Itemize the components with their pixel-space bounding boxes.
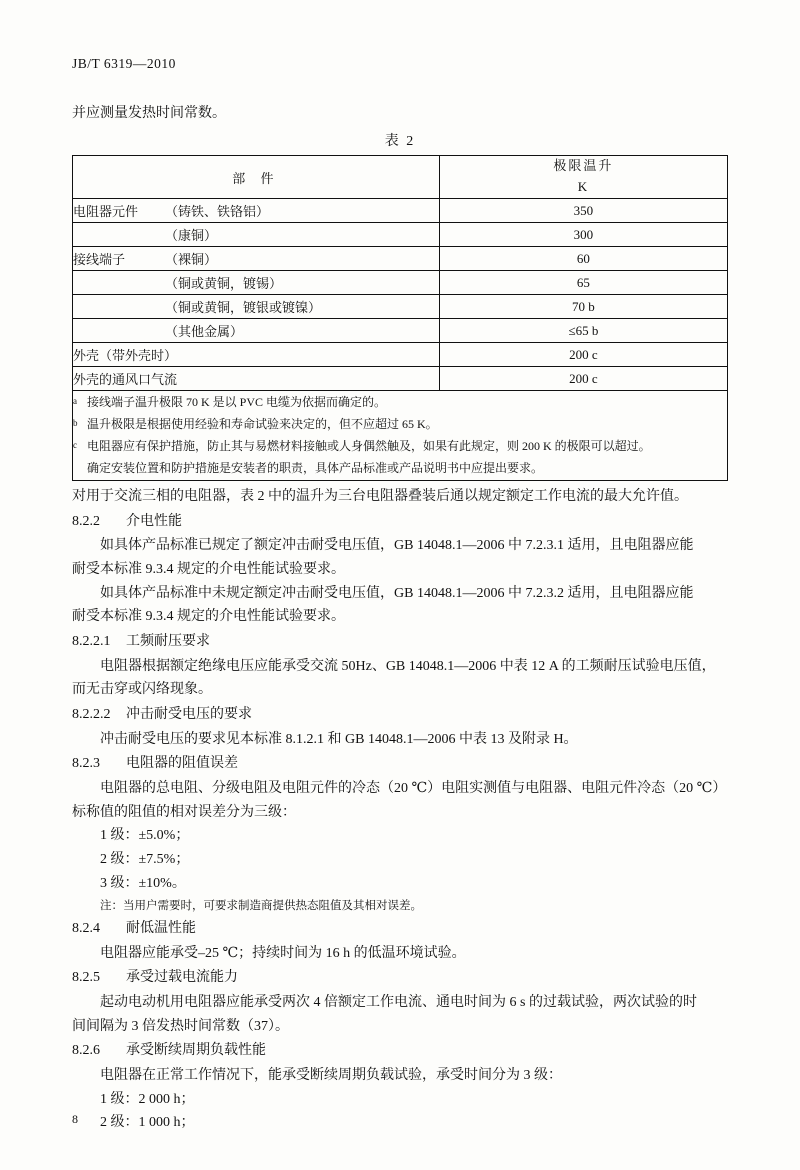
table-row: [73, 367, 728, 391]
body-text: [72, 486, 728, 1135]
row-part-detail: （裸铜）: [165, 252, 218, 267]
row-part-cell: [73, 295, 440, 319]
paragraph: 对用于交流三相的电阻器，表 2 中的温升为三台电阻器叠装后通以规定额定工作电流的最大允许值。: [72, 489, 688, 504]
row-value-cell: ≤65 b: [439, 319, 727, 343]
section-title: 承受过载电流能力: [126, 970, 238, 986]
paragraph: 间间隔为 3 倍发热时间常数（37）。: [72, 1018, 289, 1034]
paragraph: 标称值的阻值的相对误差分为三级：: [72, 804, 296, 820]
paragraph: 而无击穿或闪络现象。: [72, 682, 212, 698]
row-value-cell: 65: [439, 271, 727, 295]
section-heading: [72, 704, 728, 727]
paragraph: 电阻器的总电阻、分级电阻及电阻元件的冷态（20 ℃）电阻实测值与电阻器、电阻元件冷态（20 ℃）: [100, 781, 727, 797]
list-item: 1 级：2 000 h；: [100, 1091, 195, 1107]
section-title: 耐低温性能: [126, 921, 196, 937]
table-note: [73, 458, 727, 479]
note-text: 温升极限是根据使用经验和寿命试验来决定的，但不应超过 65 K。: [87, 417, 438, 431]
paragraph: 如具体产品标准已规定了额定冲击耐受电压值，GB 14048.1—2006 中 7.2.3.1 适用，且电阻器应能: [100, 538, 694, 554]
temperature-rise-table: [72, 155, 728, 481]
row-part-detail: （铸铁、铁铬铝）: [165, 204, 270, 219]
paragraph: 耐受本标准 9.3.4 规定的介电性能试验要求。: [72, 609, 345, 625]
note-marker: a: [73, 396, 77, 406]
page-content: [72, 56, 728, 1136]
section-heading: [72, 753, 728, 776]
note-text: 确定安装位置和防护措施是安装者的职责，具体产品标准或产品说明书中应提出要求。: [87, 461, 544, 475]
row-part-detail: （铜或黄铜，镀锡）: [165, 276, 283, 291]
row-value-cell: 60: [439, 247, 727, 271]
row-part-cell: [73, 367, 440, 391]
table-note: [73, 436, 727, 457]
row-part-cell: [73, 199, 440, 223]
header-limit-line2: K: [577, 179, 590, 194]
row-part-detail: （其他金属）: [165, 324, 244, 339]
row-part-cell: [73, 271, 440, 295]
note-marker: b: [73, 418, 78, 428]
section-title: 介电性能: [126, 513, 182, 529]
row-value-cell: 200 c: [439, 367, 727, 391]
page-number: 8: [72, 1112, 78, 1126]
section-heading: [72, 631, 728, 654]
row-part-detail: （康铜）: [165, 228, 218, 243]
row-part-name: 外壳的通风口气流: [73, 372, 178, 387]
row-part-cell: [73, 343, 440, 367]
paragraph: 电阻器应能承受–25 ℃；持续时间为 16 h 的低温环境试验。: [100, 945, 466, 961]
note-paragraph: 注：当用户需要时，可要求制造商提供热态阻值及其相对误差。: [100, 900, 422, 913]
header-cell-limit: [439, 156, 727, 199]
table-row: [73, 271, 728, 295]
note-marker: c: [73, 440, 77, 450]
paragraph: 电阻器在正常工作情况下，能承受断续周期负载试验，承受时间分为 3 级：: [100, 1068, 562, 1084]
document-header: JB/T 6319—2010: [72, 56, 176, 71]
section-number: 8.2.2.2: [72, 707, 111, 723]
row-part-name: 电阻器元件: [73, 204, 139, 219]
table-note: [73, 392, 727, 413]
section-number: 8.2.2.1: [72, 634, 111, 650]
table-notes-row: [73, 391, 728, 481]
row-value-cell: 70 b: [439, 295, 727, 319]
section-number: 8.2.6: [72, 1043, 100, 1059]
table-caption: 表 2: [384, 134, 416, 149]
row-value-cell: 200 c: [439, 343, 727, 367]
row-value-cell: 350: [439, 199, 727, 223]
table-row: [73, 319, 728, 343]
table-note: [73, 414, 727, 435]
section-title: 冲击耐受电压的要求: [126, 707, 252, 723]
section-number: 8.2.4: [72, 921, 100, 937]
paragraph: 耐受本标准 9.3.4 规定的介电性能试验要求。: [72, 562, 345, 578]
section-heading: [72, 967, 728, 990]
paragraph: 冲击耐受电压的要求见本标准 8.1.2.1 和 GB 14048.1—2006 中表 13 及附录 H。: [100, 731, 578, 747]
table-row: [73, 247, 728, 271]
section-number: 8.2.3: [72, 756, 100, 772]
list-item: 2 级：±7.5%；: [100, 852, 190, 868]
section-number: 8.2.2: [72, 513, 100, 529]
row-part-cell: [73, 247, 440, 271]
row-value-cell: 300: [439, 223, 727, 247]
section-heading: [72, 511, 728, 534]
section-title: 承受断续周期负载性能: [126, 1043, 266, 1059]
paragraph: 起动电动机用电阻器应能承受两次 4 倍额定工作电流、通电时间为 6 s 的过载试验，两次试验的时: [100, 995, 697, 1011]
table-row: [73, 199, 728, 223]
header-cell-part: 部 件: [73, 156, 440, 199]
paragraph: 电阻器根据额定绝缘电压应能承受交流 50Hz、GB 14048.1—2006 中表 12 A 的工频耐压试验电压值，: [100, 658, 716, 674]
row-part-cell: [73, 223, 440, 247]
section-title: 电阻器的阻值误差: [126, 756, 238, 772]
paragraph: 如具体产品标准中未规定额定冲击耐受电压值，GB 14048.1—2006 中 7.2.3.2 适用，且电阻器应能: [100, 585, 694, 601]
table-row: [73, 295, 728, 319]
table-row: [73, 223, 728, 247]
row-part-detail: （铜或黄铜，镀银或镀镍）: [165, 300, 322, 315]
list-item: 1 级：±5.0%；: [100, 828, 190, 844]
table-header-row: [73, 156, 728, 199]
list-item: 2 级：1 000 h；: [100, 1115, 195, 1131]
row-part-name: 接线端子: [73, 252, 126, 267]
row-part-name: 外壳（带外壳时）: [73, 348, 178, 363]
note-text: 接线端子温升极限 70 K 是以 PVC 电缆为依据而确定的。: [87, 395, 387, 409]
section-heading: [72, 1040, 728, 1063]
table-notes: [73, 391, 728, 481]
header-limit-line1: 极限温升: [553, 158, 614, 174]
section-title: 工频耐压要求: [126, 634, 210, 650]
section-heading: [72, 918, 728, 941]
note-text: 电阻器应有保护措施，防止其与易燃材料接触或人身偶然触及，如果有此规定，则 200 K 的极限可以超过。: [87, 439, 651, 453]
lead-line: 并应测量发热时间常数。: [72, 106, 226, 121]
section-number: 8.2.5: [72, 970, 100, 986]
row-part-cell: [73, 319, 440, 343]
table-row: [73, 343, 728, 367]
list-item: 3 级：±10%。: [100, 875, 186, 891]
